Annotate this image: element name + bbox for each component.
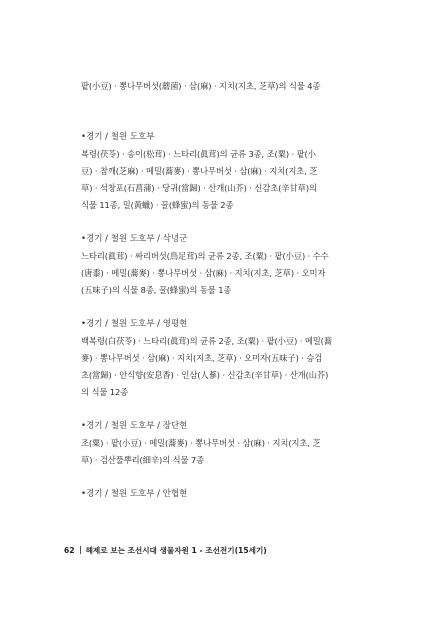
- intro-line: 팥(小豆) · 뽕나무버섯(蘑菌) · 삼(麻) · 지치(지초, 芝草)의 식물 4종: [81, 81, 321, 91]
- section-text-line: 초(當歸) · 안식향(安息香) · 인삼(人蔘) · 신감초(辛甘草) · 산개(山芥): [81, 370, 329, 380]
- section-heading: •경기 / 철원 도호부: [81, 132, 155, 142]
- section-text-line: 의 식물 12종: [81, 387, 129, 397]
- section-text-line: 草) · 석창포(石菖蒲) · 당귀(當歸) · 산개(山芥) · 신감초(辛甘草)의: [81, 183, 317, 193]
- section-text-line: 麥) · 뽕나무버섯 · 삼(麻) · 지치(지초, 芝草) · 오미자(五味子) · 승검: [81, 353, 323, 363]
- book-title: 해제로 보는 조선시대 생물자원 1 - 조선전기(15세기): [85, 546, 267, 555]
- section-text-line: 백복령(白茯苓) · 느타리(眞茸)의 균류 2종, 조(粟) · 팥(小豆) · 메밀(蕎: [81, 336, 332, 346]
- section-text-line: 豆) · 참깨(芝麻) · 메밀(蕎麥) · 뽕나무버섯 · 삼(麻) · 지치(지초, 芝: [81, 166, 318, 176]
- section-text-line: 복령(茯苓) · 송이(松茸) · 느타리(眞茸)의 균류 3종, 조(粟) · 팥(小: [81, 149, 316, 159]
- section-text-line: 식물 11종, 밀(黃蠟) · 꿀(蜂蜜)의 동물 2종: [81, 200, 234, 210]
- section-heading: •경기 / 철원 도호부 / 영평현: [81, 319, 188, 329]
- section-text-line: 느타리(眞茸) · 싸리버섯(鳥足茸)의 균류 2종, 조(粟) · 팥(小豆) · 수수: [81, 251, 329, 261]
- section-heading: •경기 / 철원 도호부 / 장단현: [81, 421, 188, 431]
- page-footer: [64, 546, 267, 556]
- section-text-line: 草) · 검산풀뿌리(細辛)의 식물 7종: [81, 455, 205, 465]
- section-text-line: (五味子)의 식물 8종, 꿀(蜂蜜)의 동물 1종: [81, 285, 232, 295]
- section-text-line: (唐黍) · 메밀(蕎麥) · 뽕나무버섯 · 삼(麻) · 지치(지초, 芝草) · 오미자: [81, 268, 326, 278]
- section-text-line: 조(粟) · 팥(小豆) · 메밀(蕎麥) · 뽕나무버섯 · 삼(麻) · 지치(지초, 芝: [81, 438, 321, 448]
- section-heading: •경기 / 철원 도호부 / 삭녕군: [81, 234, 188, 244]
- page-number: 62: [64, 546, 75, 555]
- section-heading: •경기 / 철원 도호부 / 안협현: [81, 489, 188, 499]
- footer-divider: [80, 546, 81, 554]
